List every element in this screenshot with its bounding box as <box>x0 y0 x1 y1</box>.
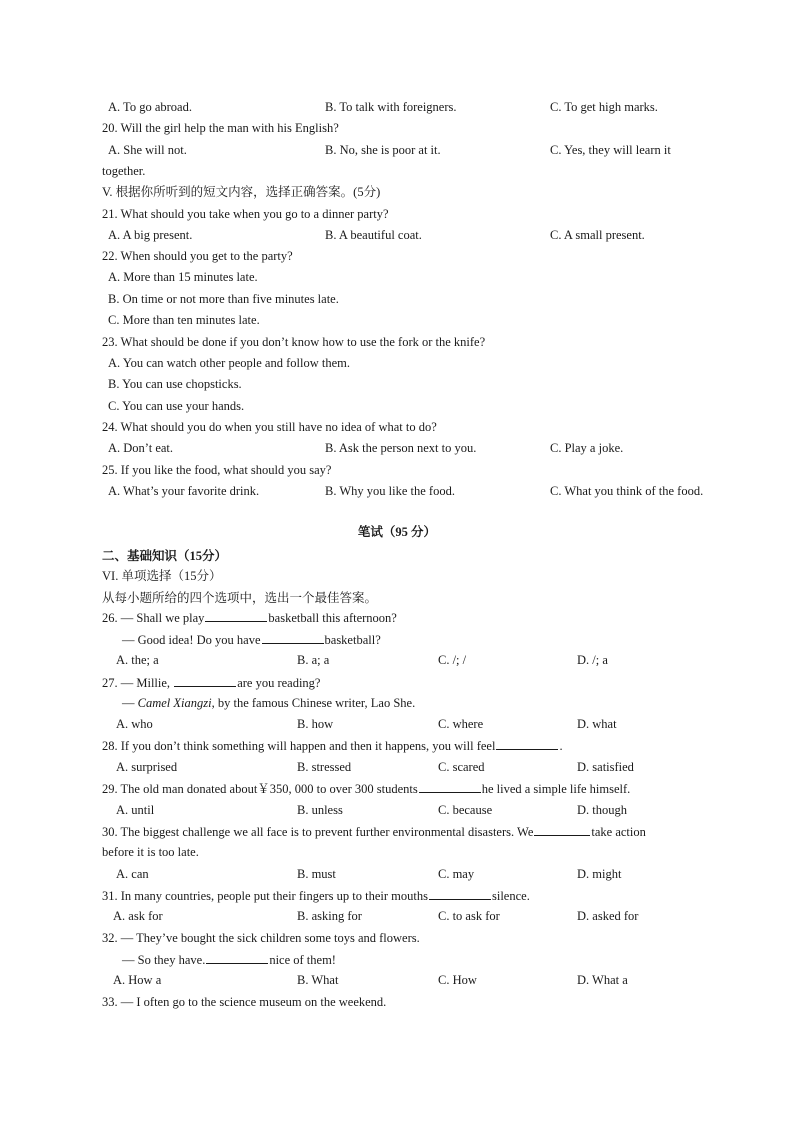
answer-blank <box>534 823 590 836</box>
question-30 <box>102 823 646 839</box>
q30-cont: before it is too late. <box>102 845 199 859</box>
q28-option-c: C. scared <box>438 760 485 774</box>
q30-option-d: D. might <box>577 867 622 881</box>
q27-reply-post: , by the famous Chinese writer, Lao She. <box>211 696 416 710</box>
q20-option-b: B. No, she is poor at it. <box>325 143 441 157</box>
written-test-title: 笔试（95 分） <box>357 525 437 539</box>
q32-option-c: C. How <box>438 973 477 987</box>
q32-reply-post: nice of them! <box>269 953 336 967</box>
question-31 <box>102 887 530 903</box>
q28-option-b: B. stressed <box>297 760 352 774</box>
q20-option-a: A. She will not. <box>108 143 187 157</box>
answer-blank <box>419 780 481 793</box>
q29-text-pre: 29. The old man donated about￥350, 000 to over 300 students <box>102 782 418 796</box>
question-26 <box>102 609 397 625</box>
instruction-text: 从每小题所给的四个选项中，选出一个最佳答案。 <box>102 591 378 605</box>
q30-text-post: take action <box>591 825 646 839</box>
question-33: 33. — I often go to the science museum on the weekend. <box>102 995 387 1009</box>
q21-option-b: B. A beautiful coat. <box>325 228 422 242</box>
question-27 <box>102 674 320 690</box>
q31-option-a: A. ask for <box>113 909 163 923</box>
q31-option-d: D. asked for <box>577 909 639 923</box>
q25-option-a: A. What’s your favorite drink. <box>108 484 260 498</box>
q26-reply <box>122 631 381 647</box>
q26-reply-post: basketball? <box>324 633 381 647</box>
q29-option-d: D. though <box>577 803 627 817</box>
question-28 <box>102 737 563 753</box>
answer-blank <box>205 609 267 622</box>
q26-text-pre: 26. — Shall we play <box>102 611 205 625</box>
q26-option-d: D. /; a <box>577 653 608 667</box>
q23-option-b: B. You can use chopsticks. <box>108 377 242 391</box>
q26-text-post: basketball this afternoon? <box>268 611 397 625</box>
option-b: B. To talk with foreigners. <box>325 100 457 114</box>
q28-option-d: D. satisfied <box>577 760 634 774</box>
q27-option-b: B. how <box>297 717 334 731</box>
q30-text-pre: 30. The biggest challenge we all face is to prevent further environmental disasters. We <box>102 825 534 839</box>
q31-option-c: C. to ask for <box>438 909 500 923</box>
question-32: 32. — They’ve bought the sick children some toys and flowers. <box>102 931 420 945</box>
q32-option-a: A. How a <box>113 973 162 987</box>
q31-text-post: silence. <box>491 889 530 903</box>
q32-reply <box>122 951 336 967</box>
q26-option-a: A. the; a <box>116 653 159 667</box>
option-c: C. To get high marks. <box>550 100 658 114</box>
q28-option-a: A. surprised <box>116 760 178 774</box>
answer-blank <box>262 631 324 644</box>
q29-option-a: A. until <box>116 803 155 817</box>
q28-text-pre: 28. If you don’t think something will happen and then it happens, you will feel <box>102 739 496 753</box>
q24-option-c: C. Play a joke. <box>550 441 624 455</box>
question-24: 24. What should you do when you still have no idea of what to do? <box>102 420 437 434</box>
q30-option-c: C. may <box>438 867 475 881</box>
question-29 <box>102 780 630 796</box>
q30-option-a: A. can <box>116 867 149 881</box>
q27-book-title: Camel Xiangzi <box>137 696 212 710</box>
answer-blank <box>174 674 236 687</box>
q27-reply <box>122 695 415 711</box>
part-2-title: 二、基础知识（15分） <box>102 549 228 563</box>
q32-reply-pre: — So they have. <box>122 953 206 967</box>
q25-option-b: B. Why you like the food. <box>325 484 455 498</box>
q23-option-c: C. You can use your hands. <box>108 399 245 413</box>
section-6-heading: VI. 单项选择（15分） <box>102 569 222 583</box>
q26-option-c: C. /; / <box>438 653 467 667</box>
q22-option-b: B. On time or not more than five minutes late. <box>108 292 339 306</box>
q31-option-b: B. asking for <box>297 909 362 923</box>
question-25: 25. If you like the food, what should you say? <box>102 463 332 477</box>
q27-option-c: C. where <box>438 717 484 731</box>
q21-option-c: C. A small present. <box>550 228 645 242</box>
question-23: 23. What should be done if you don’t know how to use the fork or the knife? <box>102 335 486 349</box>
q27-option-a: A. who <box>116 717 153 731</box>
q29-text-post: he lived a simple life himself. <box>481 782 631 796</box>
q30-option-b: B. must <box>297 867 336 881</box>
q21-option-a: A. A big present. <box>108 228 193 242</box>
question-22: 22. When should you get to the party? <box>102 249 293 263</box>
q22-option-c: C. More than ten minutes late. <box>108 313 260 327</box>
q27-reply-dash: — <box>122 696 135 710</box>
q29-option-b: B. unless <box>297 803 343 817</box>
q22-option-a: A. More than 15 minutes late. <box>108 270 258 284</box>
option-a: A. To go abroad. <box>108 100 192 114</box>
answer-blank <box>496 737 558 750</box>
answer-blank <box>429 887 491 900</box>
section-5-heading: V. 根据你所听到的短文内容，选择正确答案。(5分) <box>102 185 381 199</box>
q20-option-c-cont: together. <box>102 164 146 178</box>
q32-option-d: D. What a <box>577 973 628 987</box>
q27-text-post: are you reading? <box>237 676 321 690</box>
q23-option-a: A. You can watch other people and follow them. <box>108 356 350 370</box>
q24-option-a: A. Don’t eat. <box>108 441 174 455</box>
question-21: 21. What should you take when you go to a dinner party? <box>102 207 389 221</box>
q28-text-post: . <box>559 739 563 753</box>
q20-option-c: C. Yes, they will learn it <box>550 143 671 157</box>
q29-option-c: C. because <box>438 803 493 817</box>
q31-text-pre: 31. In many countries, people put their fingers up to their mouths <box>102 889 428 903</box>
q24-option-b: B. Ask the person next to you. <box>325 441 477 455</box>
answer-blank <box>206 951 268 964</box>
q32-option-b: B. What <box>297 973 339 987</box>
q26-option-b: B. a; a <box>297 653 330 667</box>
q27-option-d: D. what <box>577 717 617 731</box>
q27-text-pre: 27. — Millie, <box>102 676 171 690</box>
q26-reply-pre: — Good idea! Do you have <box>122 633 261 647</box>
question-20: 20. Will the girl help the man with his English? <box>102 121 339 135</box>
q25-option-c: C. What you think of the food. <box>550 484 704 498</box>
